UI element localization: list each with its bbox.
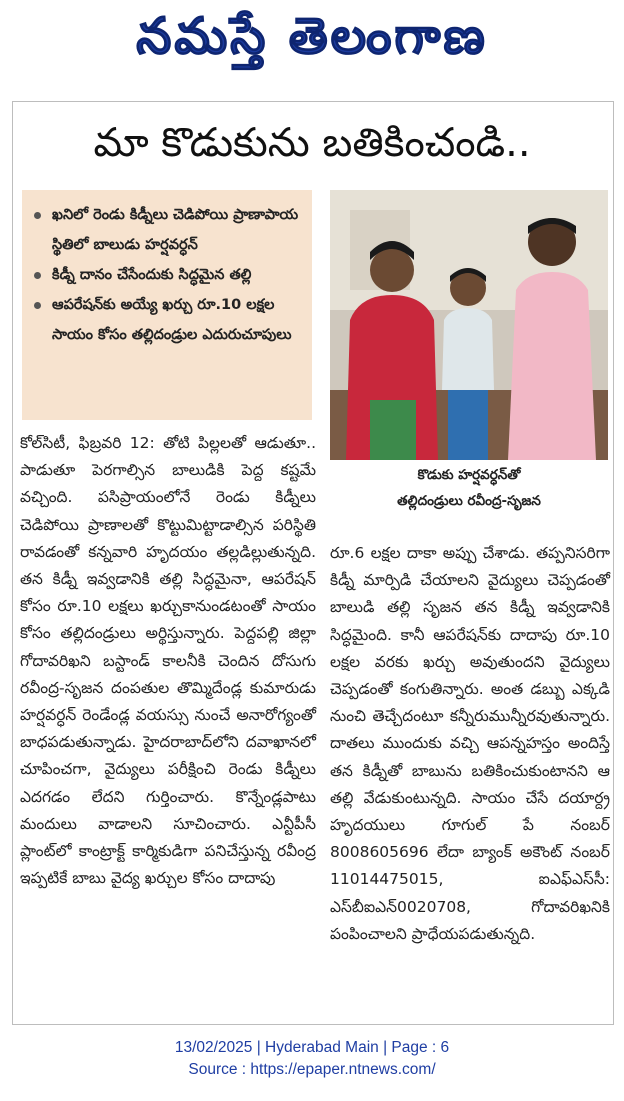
bullet-icon	[34, 272, 41, 279]
highlight-item: కిడ్నీ దానం చేసేందుకు సిద్ధమైన తల్లి	[32, 260, 306, 290]
masthead-title: నమస్తే తెలంగాణ	[136, 6, 488, 65]
article-headline: మా కొడుకును బతికించండి..	[93, 120, 531, 166]
body-paragraph: కోల్‌సిటీ, ఫిబ్రవరి 12: తోటి పిల్లలతో ఆడుతూ.. పాడుతూ పెరగాల్సిన బాలుడికి పెద్ద కష్టమే వచ్చింది. పసిప్రాయంలోనే రెండు కిడ్నీలు చెడిపోయి ప్రాణాలతో కొట్టుమిట్టాడాల్సిన పరిస్థితి రావడంతో కన్నవారి హృదయం తల్లడిల్లుతున్నది. తన కిడ్నీ ఇవ్వడానికి తల్లి సిద్ధమైనా, ఆపరేషన్ కోసం రూ.10 లక్షలు ఖర్చుకానుండటంతో సాయం కోసం తల్లిదండ్రులు అర్థిస్తున్నారు. పెద్దపల్లి జిల్లా గోదావరిఖని బస్టాండ్ కాలనీకి చెందిన దోసుగు రవీంద్ర-సృజన దంపతుల తొమ్మిదేండ్ల కుమారుడు హర్షవర్ధన్ రెండేండ్ల వయస్సు నుంచే అనారోగ్యంతో బాధపడుతున్నాడు. హైదరాబాద్‌లోని దవాఖానలో చూపించగా, వైద్యులు పరీక్షించి రెండు కిడ్నీలు ఎదగడం లేదని గుర్తించారు. కొన్నేండ్లపాటు మందులు వాడాలని సూచించారు. ఎన్టీపీసీ ప్లాంట్‌లో కాంట్రాక్ట్ కార్మికుడిగా పనిచేస్తున్న రవీంద్ర ఇప్పటికే బాబు వైద్య ఖర్చుల కోసం దాదాపు	[20, 434, 316, 888]
article-body-left	[20, 430, 316, 1010]
article-body-right	[330, 540, 610, 1010]
family-photo	[330, 190, 608, 460]
masthead	[0, 0, 624, 84]
highlight-item: ఆపరేషన్‌కు అయ్యే ఖర్చు రూ.10 లక్షల సాయం కోసం తల్లిదండ్రుల ఎదురుచూపులు	[32, 290, 306, 350]
page-footer	[0, 1037, 624, 1081]
highlights-box	[22, 190, 312, 420]
highlight-item: ఖనిలో రెండు కిడ్నీలు చెడిపోయి ప్రాణాపాయ స్థితిలో బాలుడు హర్షవర్ధన్	[32, 200, 306, 260]
caption-line-1: కొడుకు హర్షవర్ధన్‌తో	[417, 467, 521, 483]
photo-caption	[330, 462, 608, 524]
body-paragraph: రూ.6 లక్షల దాకా అప్పు చేశాడు. తప్పనిసరిగా కిడ్నీ మార్పిడి చేయాలని వైద్యులు చెప్పడంతో బాలుడి తల్లి సృజన తన కిడ్నీ ఇవ్వడానికి సిద్ధమైంది. కానీ ఆపరేషన్‌కు దాదాపు రూ.10 లక్షల వరకు ఖర్చు అవుతుందని వైద్యులు చెప్పడంతో కంగుతిన్నారు. అంత డబ్బు ఎక్కడి నుంచి తెచ్చేదంటూ కన్నీరుమున్నీరవుతున్నారు. దాతలు ముందుకు వచ్చి ఆపన్నహస్తం అందిస్తే తన కిడ్నీతో బాబును బతికించుకుంటానని ఆ తల్లి వేడుకుంటున్నది. సాయం చేసే దయార్ద్ర హృదయులు గూగుల్ పే నంబర్ 8008605696 లేదా బ్యాంక్ అకౌంట్ నంబర్ 11014475015, ఐఎఫ్‌ఎస్‌సీ: ఎస్‌బీఐఎన్0020708, గోదావరిఖనికి పంపించాలని ప్రాధేయపడుతున్నది.	[330, 544, 610, 943]
bullet-icon	[34, 212, 41, 219]
edition-info: 13/02/2025 | Hyderabad Main | Page : 6	[174, 1039, 450, 1056]
bullet-icon	[34, 302, 41, 309]
source-link[interactable]: Source : https://epaper.ntnews.com/	[188, 1061, 436, 1078]
caption-line-2: తల్లిదండ్రులు రవీంద్ర-సృజన	[397, 493, 541, 509]
